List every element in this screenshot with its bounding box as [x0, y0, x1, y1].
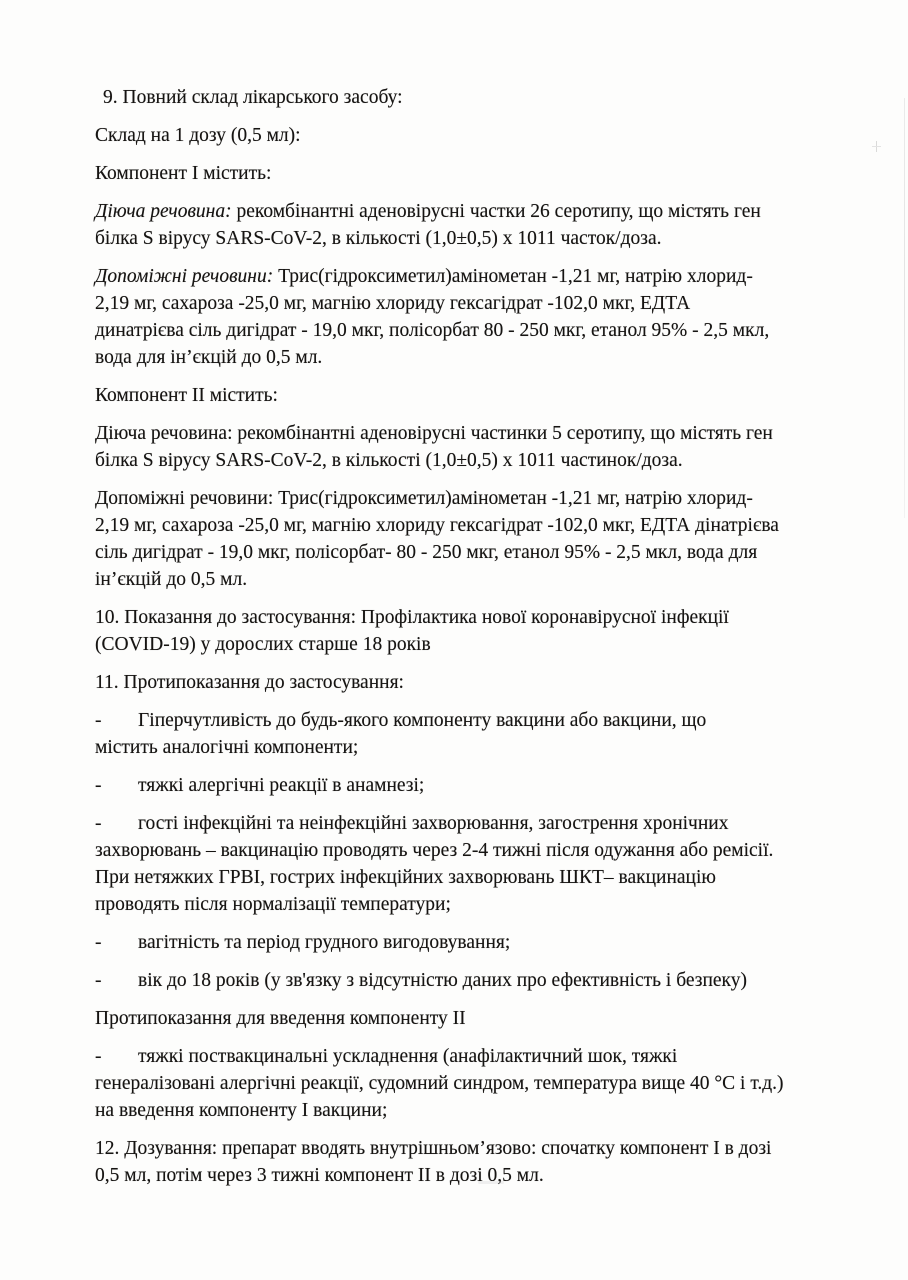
contraindication-post-vaccination [95, 1043, 847, 1124]
lead-emphasis: Діюча речовина: [95, 201, 232, 222]
bullet-dash: - [95, 1046, 102, 1067]
bullet-dash: - [95, 970, 102, 991]
item-12-dosage [95, 1135, 847, 1189]
text-line: Допоміжні речовини: Трис(гідроксиметил)амінометан -1,21 мг, натрію хлорид- [95, 266, 753, 287]
item-9-heading [95, 84, 847, 111]
text-line: При нетяжких ГРВІ, гострих інфекційних захворювань ШКТ– вакцинацію [95, 867, 716, 888]
text-line: сіль дигідрат - 19,0 мкг, полісорбат- 80 - 250 мкг, етанол 95% - 2,5 мкл, вода для [95, 542, 758, 563]
component-1-heading [95, 160, 847, 187]
text-line: проводять після нормалізації температури; [95, 894, 451, 915]
text-line: - вік до 18 років (у зв'язку з відсутністю даних про ефективність і безпеку) [95, 967, 847, 994]
text-line: Склад на 1 дозу (0,5 мл): [95, 125, 301, 146]
text-line: - Гіперчутливість до будь-якого компоненту вакцини або вакцини, що [95, 707, 847, 734]
text-line: білка S вірусу SARS-CoV-2, в кількості (1,0±0,5) х 1011 часток/доза. [95, 228, 662, 249]
contraindication-age [95, 967, 847, 994]
text-line: 10. Показання до застосування: Профілактика нової коронавірусної інфекції [95, 607, 729, 628]
text-line: Діюча речовина: рекомбінантні аденовірусні частки 26 серотипу, що містять ген [95, 201, 761, 222]
text-line: - гості інфекційні та неінфекційні захворювання, загострення хронічних [95, 810, 847, 837]
text-line: - тяжкі поствакцинальні ускладнення (анафілактичний шок, тяжкі [95, 1043, 847, 1070]
text-line: (COVID-19) у дорослих старше 18 років [95, 634, 431, 655]
scan-artifact-edge [904, 98, 905, 518]
text-line: Протипоказання для введення компоненту II [95, 1008, 466, 1029]
text-line: динатрієва сіль дигідрат - 19,0 мкг, полісорбат 80 - 250 мкг, етанол 95% - 2,5 мкл, [95, 320, 770, 341]
text-line: на введення компоненту I вакцини; [95, 1100, 388, 1121]
text-line: ін’єкцій до 0,5 мл. [95, 569, 248, 590]
text-line: - тяжкі алергічні реакції в анамнезі; [95, 772, 847, 799]
text-line: захворювань – вакцинацію проводять через 2-4 тижні після одужання або ремісії. [95, 840, 774, 861]
text-line: Діюча речовина: рекомбінантні аденовірусні частинки 5 серотипу, що містять ген [95, 423, 773, 444]
bullet-dash: - [95, 932, 102, 953]
lead-emphasis: Допоміжні речовини: [95, 266, 274, 287]
bullet-dash: - [95, 710, 102, 731]
text-line: - вагітність та період грудного вигодовування; [95, 929, 847, 956]
component-2-excipients [95, 485, 847, 593]
item-10-indications [95, 604, 847, 658]
scan-artifact-mark [872, 141, 881, 152]
item-11-contraindications-heading [95, 669, 847, 696]
contraindication-allergic-history [95, 772, 847, 799]
text-line: 2,19 мг, сахароза -25,0 мг, магнію хлориду гексагідрат -102,0 мкг, ЕДТА дінатрієва [95, 515, 779, 536]
text-line: генералізовані алергічні реакції, судомний синдром, температура вище 40 °С і т.д.) [95, 1073, 784, 1094]
contraindication-acute-diseases [95, 810, 847, 918]
text-line: 2,19 мг, сахароза -25,0 мг, магнію хлориду гексагідрат -102,0 мкг, ЕДТА [95, 293, 691, 314]
text-line: вода для ін’єкцій до 0,5 мл. [95, 347, 323, 368]
text-line: 12. Дозування: препарат вводять внутрішньом’язово: спочатку компонент I в дозі [95, 1138, 772, 1159]
component-1-excipients [95, 263, 847, 371]
component-2-contraindications-heading [95, 1005, 847, 1032]
component-2-heading [95, 382, 847, 409]
bullet-dash: - [95, 775, 102, 796]
composition-per-dose [95, 122, 847, 149]
contraindication-hypersensitivity [95, 707, 847, 761]
contraindication-pregnancy [95, 929, 847, 956]
component-2-active-substance [95, 420, 847, 474]
text-line: містить аналогічні компоненти; [95, 737, 359, 758]
text-line: Компонент I містить: [95, 163, 272, 184]
text-line: Компонент II містить: [95, 385, 278, 406]
text-line: Допоміжні речовини: Трис(гідроксиметил)амінометан -1,21 мг, натрію хлорид- [95, 488, 753, 509]
scan-artifact-smudge [478, 1181, 504, 1184]
text-line: 0,5 мл, потім через 3 тижні компонент II в дозі 0,5 мл. [95, 1165, 544, 1186]
text-line: 9. Повний склад лікарського засобу: [103, 87, 403, 108]
text-block [95, 84, 847, 1200]
text-line: білка S вірусу SARS-CoV-2, в кількості (1,0±0,5) х 1011 частинок/доза. [95, 450, 683, 471]
bullet-dash: - [95, 813, 102, 834]
component-1-active-substance [95, 198, 847, 252]
text-line: 11. Протипоказання до застосування: [95, 672, 404, 693]
